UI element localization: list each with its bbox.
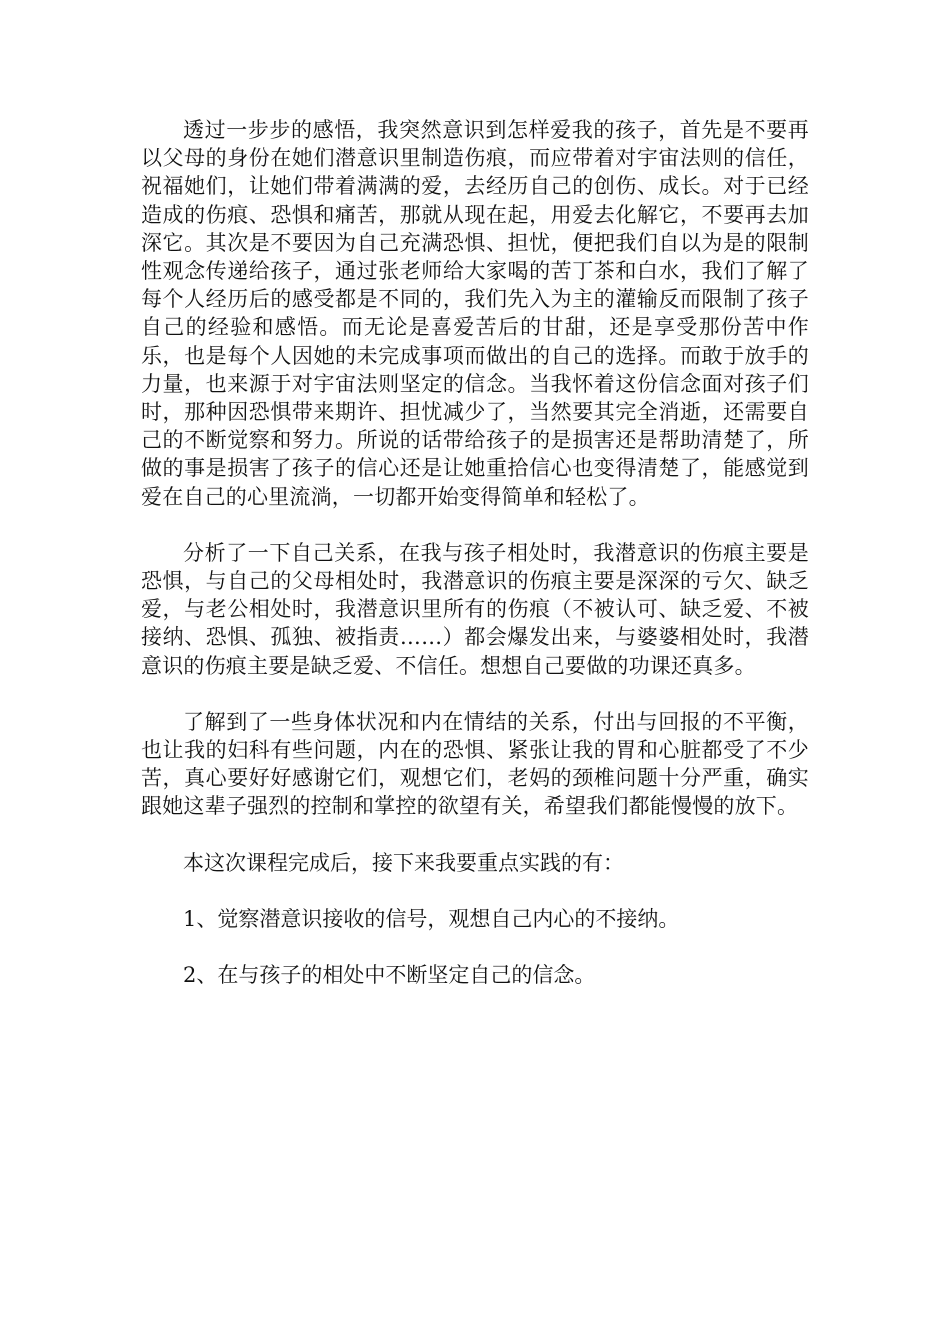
paragraph-reflection: 透过一步步的感悟，我突然意识到怎样爱我的孩子，首先是不要再以父母的身份在她们潜意识里制造伤痕，而应带着对宇宙法则的信任，祝福她们，让她们带着满满的爱，去经历自己的创伤、成长。对于已经造成的伤痕、恐惧和痛苦，那就从现在起，用爱去化解它，不要再去加深它。其次是不要因为自己充满恐惧、担忧，便把我们自以为是的限制性观念传递给孩子，通过张老师给大家喝的苦丁茶和白水，我们了解了每个人经历后的感受都是不同的，我们先入为主的灌输反而限制了孩子自己的经验和感悟。而无论是喜爱苦后的甘甜，还是享受那份苦中作乐，也是每个人因她的未完成事项而做出的自己的选择。而敢于放手的力量，也来源于对宇宙法则坚定的信念。当我怀着这份信念面对孩子们时，那种因恐惧带来期许、担忧减少了，当然要其完全消逝，还需要自己的不断觉察和努力。所说的话带给孩子的是损害还是帮助清楚了，所做的事是损害了孩子的信心还是让她重拾信心也变得清楚了，能感觉到爱在自己的心里流淌，一切都开始变得简单和轻松了。 xyxy=(141,118,809,509)
document-body xyxy=(141,116,809,1017)
paragraph-practice-intro: 本这次课程完成后，接下来我要重点实践的有： xyxy=(183,850,624,875)
paragraph-relationships: 分析了一下自己关系，在我与孩子相处时，我潜意识的伤痕主要是恐惧，与自己的父母相处时，我潜意识的伤痕主要是深深的亏欠、缺乏爱，与老公相处时，我潜意识里所有的伤痕（不被认可、缺乏爱、不被接纳、恐惧、孤独、被指责……）都会爆发出来，与婆婆相处时，我潜意识的伤痕主要是缺乏爱、不信任。想想自己要做的功课还真多。 xyxy=(141,540,809,678)
paragraph-body-health: 了解到了一些身体状况和内在情结的关系，付出与回报的不平衡，也让我的妇科有些问题，内在的恐惧、紧张让我的胃和心脏都受了不少苦，真心要好好感谢它们，观想它们，老妈的颈椎问题十分严重，确实跟她这辈子强烈的控制和掌控的欲望有关，希望我们都能慢慢的放下。 xyxy=(141,709,809,819)
list-item-practice-1: 1、觉察潜意识接收的信号，观想自己内心的不接纳。 xyxy=(183,906,680,931)
list-item-practice-2: 2、在与孩子的相处中不断坚定自己的信念。 xyxy=(183,963,596,988)
